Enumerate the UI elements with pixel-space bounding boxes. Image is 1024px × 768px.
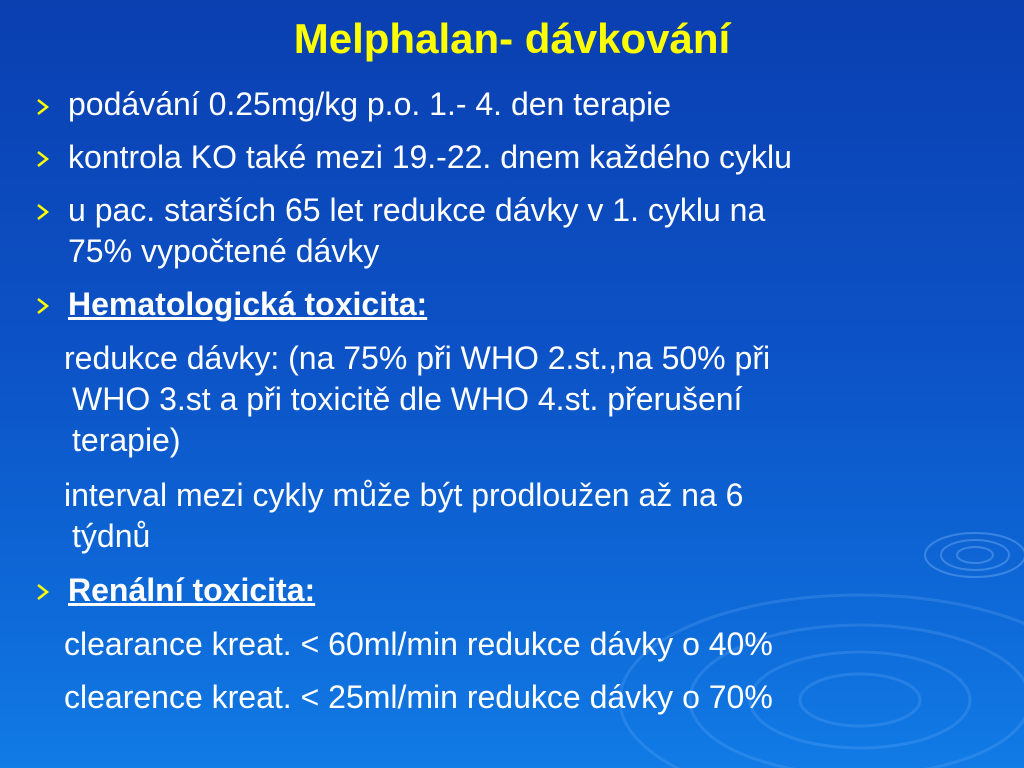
renal-clearance-25: clearence kreat. < 25ml/min redukce dávky o 70% bbox=[64, 679, 773, 715]
hematologic-reduction-line1: redukce dávky: (na 75% při WHO 2.st.,na 50% při bbox=[64, 340, 771, 376]
hematologic-reduction-line3: terapie) bbox=[72, 422, 181, 458]
section-heading-renal: Renální toxicita: bbox=[68, 572, 316, 608]
slide-title: Melphalan- dávkování bbox=[293, 15, 731, 62]
arrow-bullet-icon bbox=[34, 580, 52, 604]
renal-clearance-60: clearance kreat. < 60ml/min redukce dávky o 40% bbox=[64, 626, 773, 662]
bullet-item-elderly-line1: u pac. starších 65 let redukce dávky v 1. cyklu na bbox=[68, 192, 766, 228]
arrow-bullet-icon bbox=[34, 200, 52, 224]
arrow-bullet-icon bbox=[34, 147, 52, 171]
hematologic-interval-line1: interval mezi cykly může být prodloužen až na 6 bbox=[64, 477, 744, 513]
bullet-item-dosage: podávání 0.25mg/kg p.o. 1.- 4. den terapie bbox=[68, 86, 672, 122]
arrow-bullet-icon bbox=[34, 294, 52, 318]
arrow-bullet-icon bbox=[34, 95, 52, 119]
hematologic-reduction-line2: WHO 3.st a při toxicitě dle WHO 4.st. přerušení bbox=[72, 381, 743, 417]
bullet-item-elderly-line2: 75% vypočtené dávky bbox=[68, 233, 380, 269]
bullet-item-blood-count: kontrola KO také mezi 19.-22. dnem každého cyklu bbox=[68, 139, 792, 175]
hematologic-interval-line2: týdnů bbox=[72, 518, 151, 554]
section-heading-hematologic: Hematologická toxicita: bbox=[68, 286, 428, 322]
